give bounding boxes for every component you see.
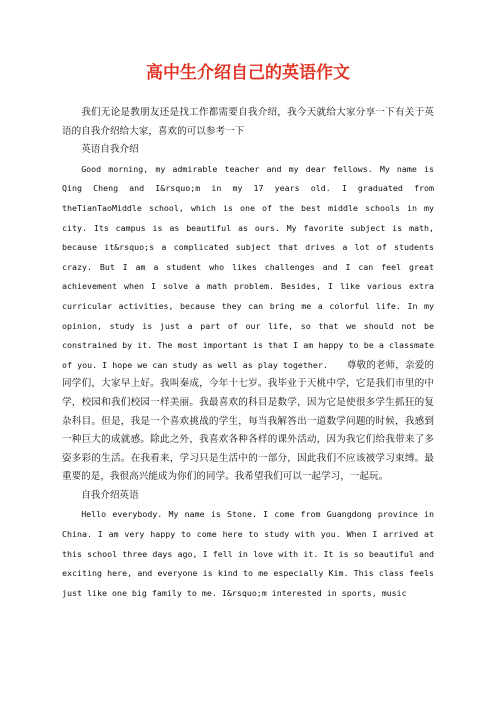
intro-paragraph: 我们无论是教朋友还是找工作都需要自我介绍，我今天就给大家分享一下有关于英语的自我介绍给大家，喜欢的可以参考一下 <box>62 107 434 137</box>
section-heading-self-intro-english: 自我介绍英语 <box>81 489 139 501</box>
section1-paragraph <box>62 160 434 487</box>
section2-english-text: Hello everybody. My name is Stone. I come from Guangdong province in China. I am very happy to come here to study with you. When I arrived at this school three days ago, I fell in love with it. It is so beautiful and exciting here, and everyone is kind to me especially Kim. This class feels just like one big family to me. I&rsquo;m interested in sports, music <box>62 509 434 598</box>
section1-chinese-text: 尊敬的老师，亲爱的同学们，大家早上好。我叫秦成，今年十七岁。我毕业于天桃中学，它是我们市里的中学，校园和我们校园一样美丽。我最喜欢的科目是数学，因为它是使很多学生抓狂的复杂科目。但是，我是一个喜欢挑战的学生，每当我解答出一道数学问题的时候，我感到一种巨大的成就感。除此之外，我喜欢各种各样的课外活动，因为我它们给我带来了多姿多彩的生活。在我看来，学习只是生活中的一部分，因此我们不应该被学习束缚。最重要的是，我很高兴能成为你们的同学。我希望我们可以一起学习，一起玩。 <box>62 359 434 483</box>
section1-english-text: Good morning, my admirable teacher and my dear fellows. My name is Qing Cheng and I&rsquo;m in my 17 years old. I graduated from theTianTaoMiddle school, which is one of the best middle schools in my city. Its campus is as beautiful as ours. My favorite subject is math, because it&rsquo;s a complicated subject that drives a lot of students crazy. But I am a student who likes challenges and I can feel great achievement when I solve a math problem. Besides, I like various extra curricular activities, because they can bring me a colorful life. In my opinion, study is just a part of our life, so that we should not be constrained by it. The most important is that I am happy to be a classmate of you. I hope we can study as well as play together. <box>62 163 434 370</box>
section2-paragraph <box>62 505 434 603</box>
document-title: 高中生介绍自己的英语作文 <box>146 63 350 83</box>
section-heading-english-self-intro: 英语自我介绍 <box>81 144 139 156</box>
document-body <box>62 104 434 603</box>
